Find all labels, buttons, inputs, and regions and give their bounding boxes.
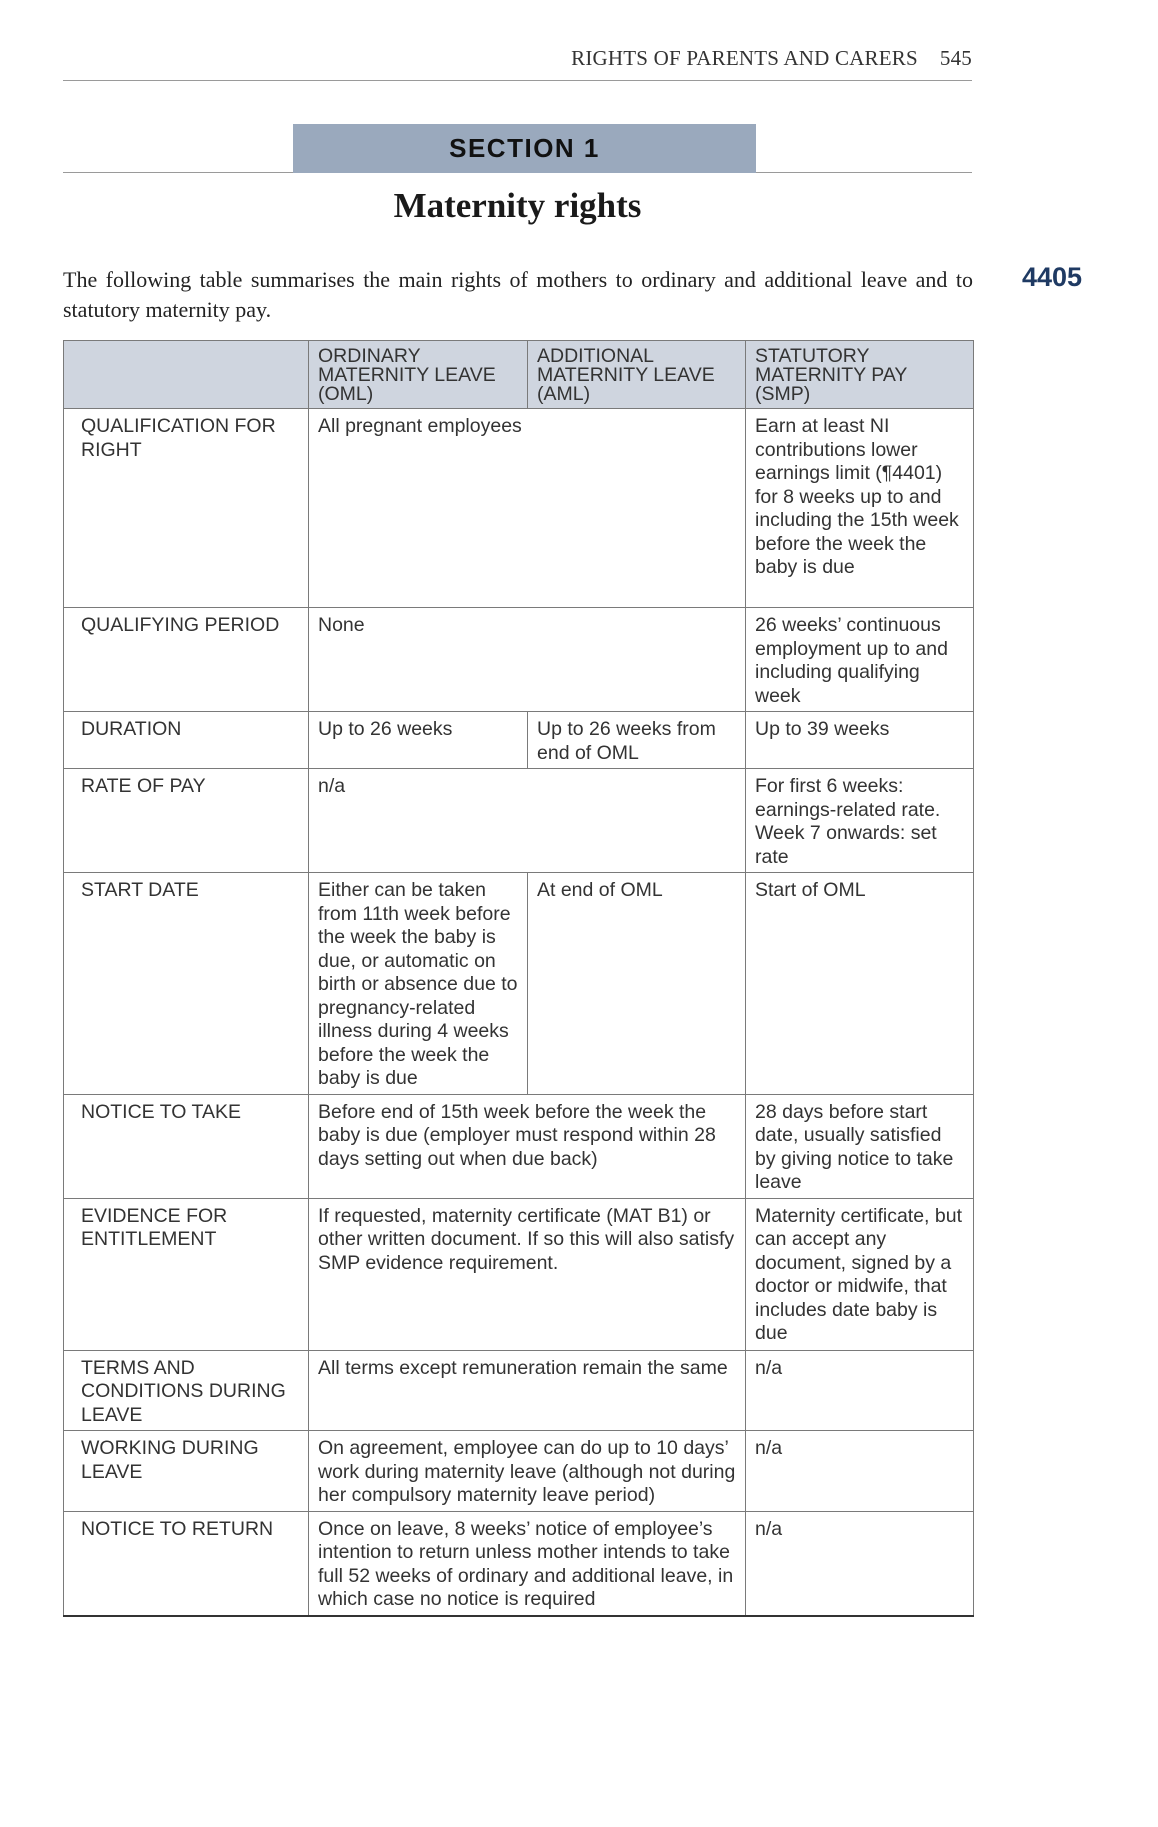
smp-cell: Up to 39 weeks	[746, 712, 974, 769]
row-label: QUALIFICATION FOR RIGHT	[64, 409, 309, 608]
table-row	[64, 608, 974, 712]
table-row	[64, 1094, 974, 1198]
table-header-row	[64, 341, 974, 409]
leave-cell: All terms except remuneration remain the same	[309, 1350, 746, 1431]
paragraph-number: 4405	[1022, 262, 1083, 292]
header-cell-empty	[64, 341, 309, 409]
table-row	[64, 1198, 974, 1350]
leave-cell: None	[309, 608, 746, 712]
running-title: RIGHTS OF PARENTS AND CARERS	[571, 46, 918, 70]
maternity-rights-table	[63, 340, 974, 1617]
table-row	[64, 769, 974, 873]
smp-cell: 26 weeks’ continuous employment up to and including qualifying week	[746, 608, 974, 712]
aml-cell: At end of OML	[528, 873, 746, 1095]
table-row	[64, 409, 974, 608]
smp-cell: n/a	[746, 1511, 974, 1616]
header-cell-smp: STATUTORY MATERNITY PAY (SMP)	[746, 341, 974, 409]
table-row	[64, 1511, 974, 1616]
smp-cell: Maternity certificate, but can accept any document, signed by a doctor or midwife, that includes date baby is due	[746, 1198, 974, 1350]
leave-cell: Before end of 15th week before the week the baby is due (employer must respond within 28 days setting out when due back)	[309, 1094, 746, 1198]
page-number: 545	[939, 46, 972, 70]
aml-cell: Up to 26 weeks from end of OML	[528, 712, 746, 769]
row-label: WORKING DURING LEAVE	[64, 1431, 309, 1512]
leave-cell: n/a	[309, 769, 746, 873]
row-label: EVIDENCE FOR ENTITLEMENT	[64, 1198, 309, 1350]
running-head	[63, 46, 972, 81]
row-label: START DATE	[64, 873, 309, 1095]
section-label: SECTION 1	[293, 124, 756, 173]
page-title: Maternity rights	[393, 186, 642, 225]
row-label: QUALIFYING PERIOD	[64, 608, 309, 712]
header-cell-oml: ORDINARY MATERNITY LEAVE (OML)	[309, 341, 528, 409]
intro-paragraph: The following table summarises the main rights of mothers to ordinary and additional leave and to statutory maternity pay.	[63, 267, 973, 322]
table-row	[64, 712, 974, 769]
leave-cell: Once on leave, 8 weeks’ notice of employee’s intention to return unless mother intends to take full 52 weeks of ordinary and additional leave, in which case no notice is required	[309, 1511, 746, 1616]
row-label: NOTICE TO TAKE	[64, 1094, 309, 1198]
row-label: DURATION	[64, 712, 309, 769]
table-row	[64, 1350, 974, 1431]
smp-cell: Earn at least NI contributions lower earnings limit (¶4401) for 8 weeks up to and including the 15th week before the week the baby is due	[746, 409, 974, 608]
smp-cell: 28 days before start date, usually satisfied by giving notice to take leave	[746, 1094, 974, 1198]
leave-cell: On agreement, employee can do up to 10 days’ work during maternity leave (although not during her compulsory maternity leave period)	[309, 1431, 746, 1512]
oml-cell: Either can be taken from 11th week before the week the baby is due, or automatic on birth or absence due to pregnancy-related illness during 4 weeks before the week the baby is due	[309, 873, 528, 1095]
row-label: NOTICE TO RETURN	[64, 1511, 309, 1616]
smp-cell: n/a	[746, 1350, 974, 1431]
table-row	[64, 873, 974, 1095]
table-row	[64, 1431, 974, 1512]
row-label: TERMS AND CONDITIONS DURING LEAVE	[64, 1350, 309, 1431]
smp-cell: For first 6 weeks: earnings-related rate. Week 7 onwards: set rate	[746, 769, 974, 873]
smp-cell: Start of OML	[746, 873, 974, 1095]
header-cell-aml: ADDITIONAL MATERNITY LEAVE (AML)	[528, 341, 746, 409]
row-label: RATE OF PAY	[64, 769, 309, 873]
leave-cell: If requested, maternity certificate (MAT B1) or other written document. If so this will also satisfy SMP evidence requirement.	[309, 1198, 746, 1350]
leave-cell: All pregnant employees	[309, 409, 746, 608]
oml-cell: Up to 26 weeks	[309, 712, 528, 769]
smp-cell: n/a	[746, 1431, 974, 1512]
